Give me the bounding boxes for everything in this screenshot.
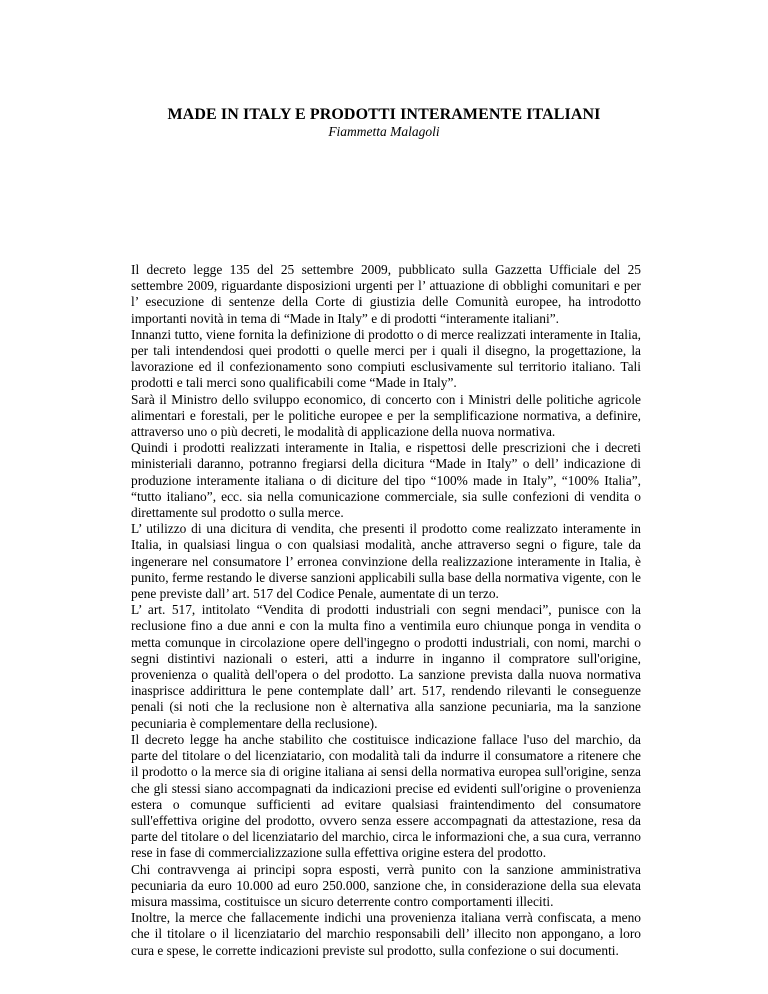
body-paragraph: Quindi i prodotti realizzati interamente in Italia, e rispettosi delle prescrizioni che i decreti ministeriali daranno, potranno fregiarsi della dicitura “Made in Italy” o dell’ indicazione di produzione interamente italiana o di diciture del tipo “100% made in Italy”, “100% Italia”, “tutto italiano”, ecc. sia nella comunicazione commerciale, sia sulle confezioni di vendita o direttamente sul prodotto o sulla merce. — [131, 440, 641, 521]
document-title: MADE IN ITALY E PRODOTTI INTERAMENTE ITALIANI — [167, 106, 601, 123]
body-paragraph: L’ art. 517, intitolato “Vendita di prodotti industriali con segni mendaci”, punisce con la reclusione fino a due anni e con la multa fino a ventimila euro chiunque ponga in vendita o metta comunque in circolazione opere dell'ingegno o prodotti industriali, con nomi, marchi o segni distintivi nazionali o esteri, atti a indurre in inganno il compratore sull'origine, provenienza o qualità dell'opera o del prodotto. La sanzione prevista dalla nuova normativa inasprisce addirittura le pene contemplate dall’ art. 517, rendendo rilevanti le conseguenze penali (si noti che la reclusione non è alternativa alla sanzione pecuniaria, ma la sanzione pecuniaria è complementare della reclusione). — [131, 602, 641, 731]
body-paragraph: Il decreto legge ha anche stabilito che costituisce indicazione fallace l'uso del marchio, da parte del titolare o del licenziatario, con modalità tali da indurre il consumatore a ritenere che il prodotto o la merce sia di origine italiana ai sensi della normativa europea sull'origine, senza che gli stessi siano accompagnati da indicazioni precise ed evidenti sull'origine o provenienza estera o comunque sufficienti ad evitare qualsiasi fraintendimento del consumatore sull'effettiva origine del prodotto, ovvero senza essere accompagnati da attestazione, resa da parte del titolare o del licenziatario del marchio, circa le informazioni che, a sua cura, verranno rese in fase di commercializzazione sulla effettiva origine estera del prodotto. — [131, 731, 641, 861]
document-author: Fiammetta Malagoli — [328, 124, 440, 139]
body-paragraph: L’ utilizzo di una dicitura di vendita, che presenti il prodotto come realizzato interamente in Italia, in qualsiasi lingua o con qualsiasi modalità, anche attraverso segni o figure, tale da ingenerare nel consumatore l’ erronea convinzione della realizzazione interamente in Italia, è punito, ferme restando le diverse sanzioni applicabili sulla base della normativa vigente, con le pene previste dall’ art. 517 del Codice Penale, aumentate di un terzo. — [131, 521, 641, 602]
body-paragraph: Innanzi tutto, viene fornita la definizione di prodotto o di merce realizzati interamente in Italia, per tali intendendosi quei prodotti o quelle merci per i quali il disegno, la progettazione, la lavorazione ed il confezionamento sono compiuti esclusivamente sul territorio italiano. Tali prodotti e tali merci sono qualificabili come “Made in Italy”. — [131, 326, 641, 391]
body-paragraph: Il decreto legge 135 del 25 settembre 2009, pubblicato sulla Gazzetta Ufficiale del 25 settembre 2009, riguardante disposizioni urgenti per l’ attuazione di obblighi comunitari e per l’ esecuzione di sentenze della Corte di giustizia delle Comunità europee, ha introdotto importanti novità in tema di “Made in Italy” e di prodotti “interamente italiani”. — [131, 262, 641, 326]
body-paragraph: Sarà il Ministro dello sviluppo economico, di concerto con i Ministri delle politiche agricole alimentari e forestali, per le politiche europee e per la semplificazione normativa, a definire, attraverso uno o più decreti, le modalità di applicazione della nuova normativa. — [131, 391, 641, 440]
body-paragraph: Inoltre, la merce che fallacemente indichi una provenienza italiana verrà confiscata, a meno che il titolare o il licenziatario del marchio responsabili dell’ illecito non appongano, a loro cura e spese, le corrette indicazioni previste sul prodotto, sulla confezione o sui documenti. — [131, 910, 641, 958]
document-body — [131, 262, 641, 959]
body-paragraph: Chi contravvenga ai principi sopra esposti, verrà punito con la sanzione amministrativa pecuniaria da euro 10.000 ad euro 250.000, sanzione che, in considerazione della sua elevata misura massima, costituisce un sicuro deterrente contro comportamenti illeciti. — [131, 861, 641, 909]
